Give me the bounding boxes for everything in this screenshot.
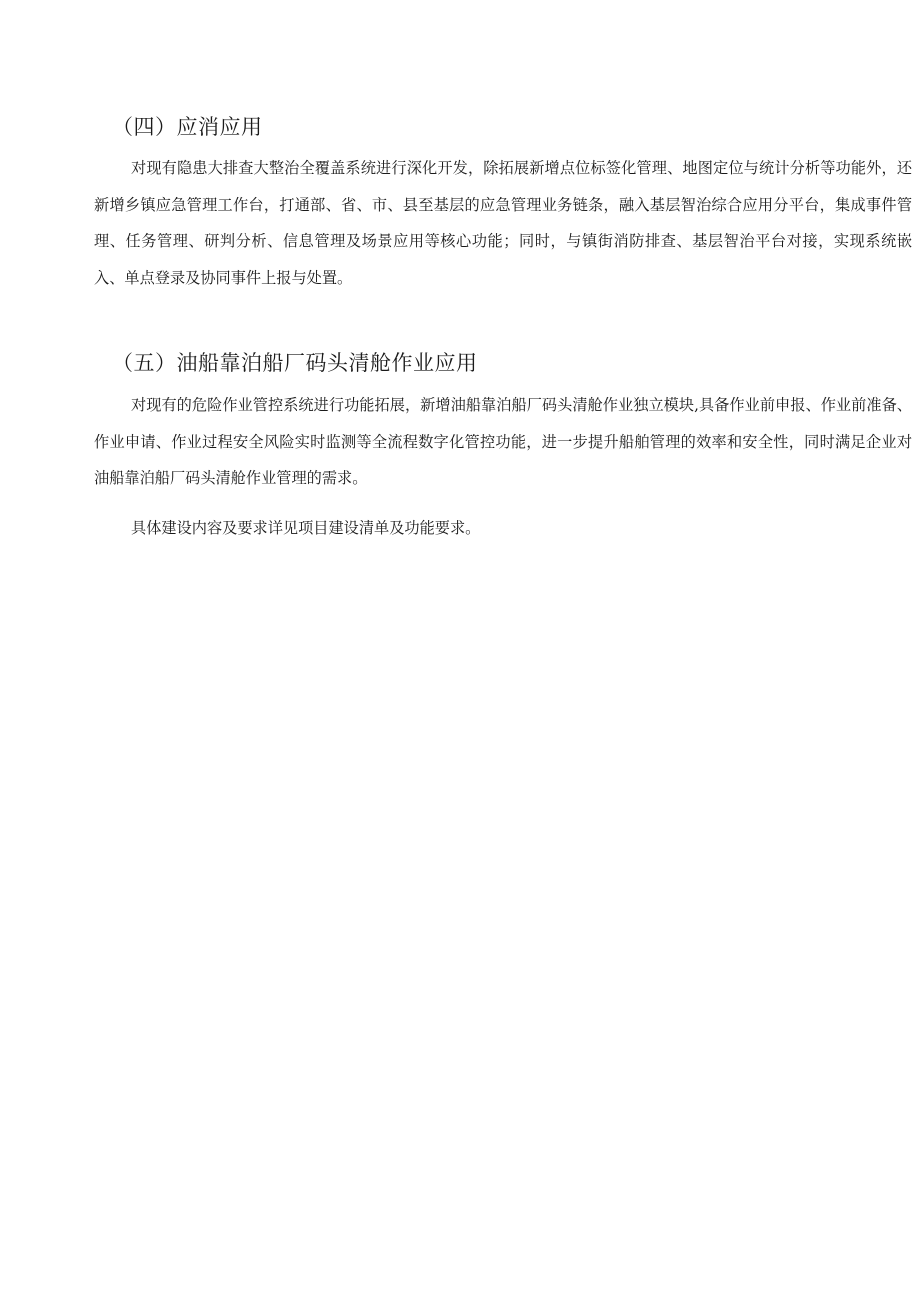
section-4-paragraph: 对现有隐患大排查大整治全覆盖系统进行深化开发，除拓展新增点位标签化管理、地图定位与统计分析等功能外，还新增乡镇应急管理工作台，打通部、省、市、县至基层的应急管理业务链条，融入基层智治综合应用分平台，集成事件管理、任务管理、研判分析、信息管理及场景应用等核心功能；同时，与镇街消防排查、基层智治平台对接，实现系统嵌入、单点登录及协同事件上报与处置。	[94, 159, 912, 287]
section-4-heading: （四）应消应用	[112, 115, 263, 140]
closing-paragraph: 具体建设内容及要求详见项目建设清单及功能要求。	[131, 519, 481, 537]
section-5-paragraph: 对现有的危险作业管控系统进行功能拓展，新增油船靠泊船厂码头清舱作业独立模块,具备作业前申报、作业前准备、作业申请、作业过程安全风险实时监测等全流程数字化管控功能，进一步提升船舶管理的效率和安全性，同时满足企业对油船靠泊船厂码头清舱作业管理的需求。	[94, 396, 912, 487]
section-5-heading: （五）油船靠泊船厂码头清舱作业应用	[112, 351, 478, 376]
